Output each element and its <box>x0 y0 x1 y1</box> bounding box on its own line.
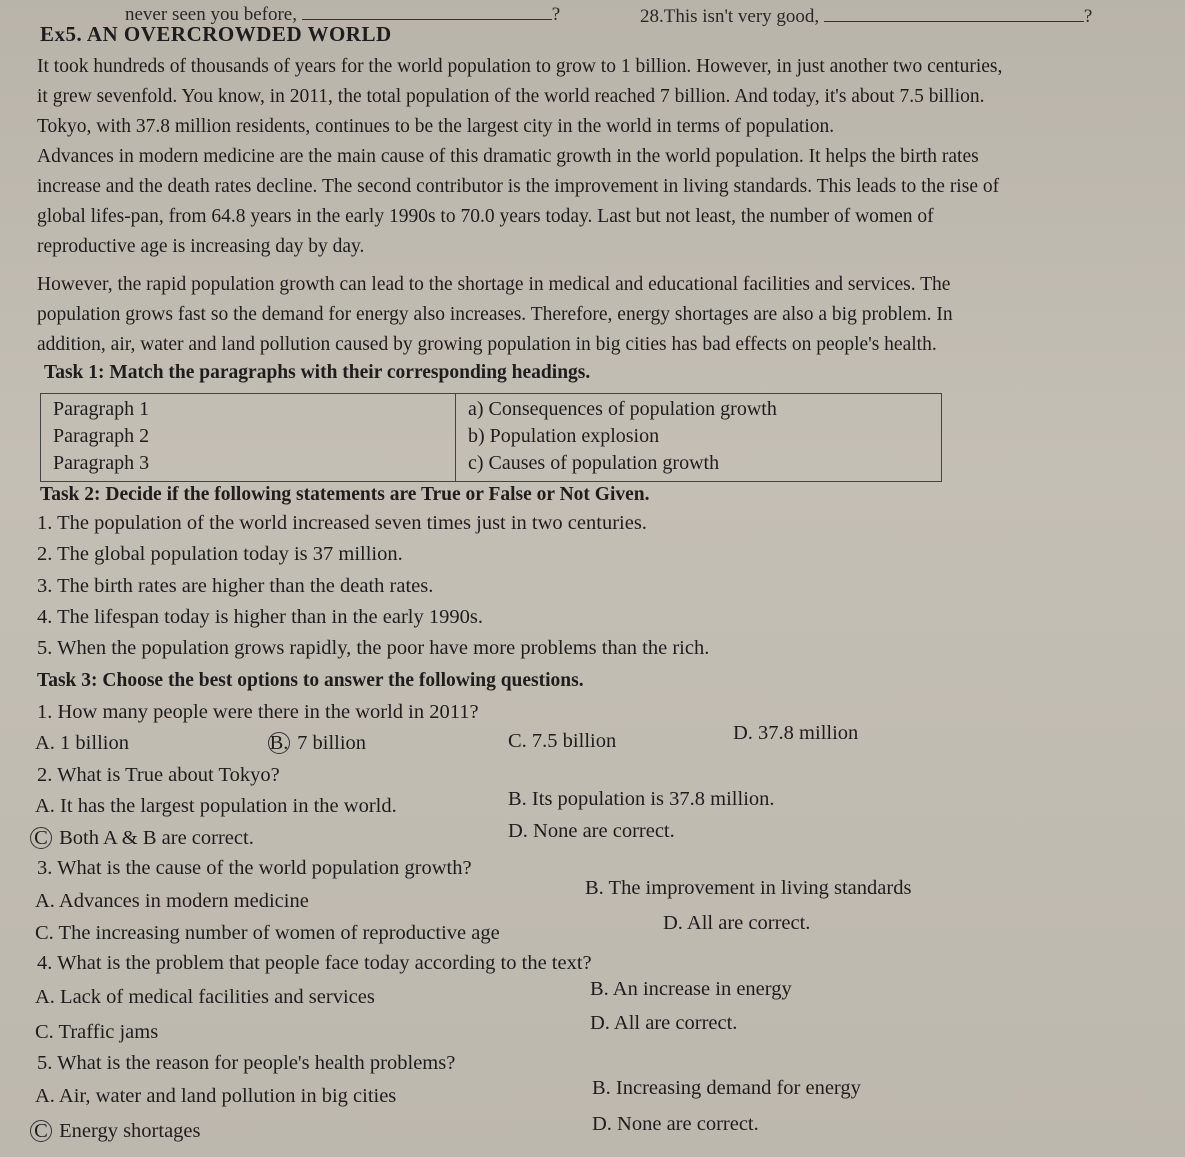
task1-heading: Task 1: Match the paragraphs with their corresponding headings. <box>44 362 591 383</box>
option-c-selected <box>30 1120 201 1143</box>
circled-answer-mark: C <box>30 827 52 849</box>
question: 3. What is the cause of the world population growth? <box>37 857 472 879</box>
statement: 4. The lifespan today is higher than in the early 1990s. <box>37 606 483 628</box>
option-b: B. Increasing demand for energy <box>592 1077 861 1099</box>
option-a: A. Lack of medical facilities and services <box>35 986 375 1008</box>
passage-line: increase and the death rates decline. The second contributor is the improvement in living standards. This leads to the rise of <box>37 176 1000 197</box>
option-b: B. An increase in energy <box>590 978 792 1000</box>
passage-line: it grew sevenfold. You know, in 2011, the total population of the world reached 7 billion. And today, it's about 7.5 billion. <box>37 86 985 107</box>
passage-line: However, the rapid population growth can lead to the shortage in medical and educational facilities and services. The <box>37 274 951 295</box>
question: 5. What is the reason for people's health problems? <box>37 1052 456 1074</box>
question: 1. How many people were there in the world in 2011? <box>37 701 479 723</box>
matching-table <box>40 393 942 482</box>
paragraph-label: Paragraph 3 <box>53 452 150 474</box>
heading-option: a) Consequences of population growth <box>468 398 777 420</box>
option-a: A. 1 billion <box>35 732 129 754</box>
passage-line: addition, air, water and land pollution caused by growing population in big cities has bad effects on people's health. <box>37 334 937 355</box>
option-b-text: 7 billion <box>297 732 367 754</box>
statement: 3. The birth rates are higher than the death rates. <box>37 575 434 597</box>
option-a: A. It has the largest population in the world. <box>35 795 397 817</box>
option-c: C. Traffic jams <box>35 1021 159 1043</box>
option-b: B. Its population is 37.8 million. <box>508 788 775 810</box>
paragraph-label: Paragraph 1 <box>53 398 150 420</box>
passage-line: Tokyo, with 37.8 million residents, continues to be the largest city in the world in terms of population. <box>37 116 835 137</box>
top-line-right: 28.This isn't very good, ? <box>640 6 1093 27</box>
option-b: B. The improvement in living standards <box>585 877 912 899</box>
option-d: D. All are correct. <box>663 912 811 934</box>
answer-blank <box>824 21 1084 22</box>
statement: 5. When the population grows rapidly, the poor have more problems than the rich. <box>37 637 710 659</box>
heading-option: b) Population explosion <box>468 425 660 447</box>
task3-heading: Task 3: Choose the best options to answer the following questions. <box>37 670 584 691</box>
statement: 1. The population of the world increased seven times just in two centuries. <box>37 512 647 534</box>
question: 2. What is True about Tokyo? <box>37 764 280 786</box>
option-c-text: Both A & B are correct. <box>59 827 254 849</box>
passage-line: global lifes-pan, from 64.8 years in the early 1990s to 70.0 years today. Last but not least, the number of women of <box>37 206 934 227</box>
task2-heading: Task 2: Decide if the following statements are True or False or Not Given. <box>40 484 650 505</box>
exercise-title: Ex5. AN OVERCROWDED WORLD <box>40 22 392 46</box>
paragraph-list <box>41 394 456 482</box>
option-d: D. None are correct. <box>508 820 675 842</box>
question: 4. What is the problem that people face today according to the text? <box>37 952 592 974</box>
passage-line: It took hundreds of thousands of years for the world population to grow to 1 billion. However, in just another two centuries, <box>37 56 1003 77</box>
heading-list <box>456 394 942 482</box>
option-a: A. Advances in modern medicine <box>35 890 309 912</box>
option-c-text: Energy shortages <box>59 1120 201 1142</box>
option-d: D. None are correct. <box>592 1113 759 1135</box>
option-d: D. 37.8 million <box>733 722 859 744</box>
option-b-selected <box>268 732 366 755</box>
circled-answer-mark: B. <box>269 732 289 754</box>
paragraph-label: Paragraph 2 <box>53 425 150 447</box>
option-c: C. The increasing number of women of reproductive age <box>35 922 500 944</box>
passage-line: population grows fast so the demand for energy also increases. Therefore, energy shortages are also a big problem. In <box>37 304 953 325</box>
answer-blank <box>302 19 552 20</box>
passage-line: reproductive age is increasing day by day. <box>37 236 365 257</box>
option-c: C. 7.5 billion <box>508 730 617 752</box>
option-d: D. All are correct. <box>590 1012 738 1034</box>
heading-option: c) Causes of population growth <box>468 452 720 474</box>
option-c-selected <box>30 827 254 850</box>
statement: 2. The global population today is 37 million. <box>37 543 403 565</box>
top-line-left: never seen you before, ? <box>125 4 561 25</box>
circled-answer-mark: C <box>30 1120 52 1142</box>
passage-line: Advances in modern medicine are the main cause of this dramatic growth in the world population. It helps the birth rates <box>37 146 979 167</box>
option-a: A. Air, water and land pollution in big cities <box>35 1085 397 1107</box>
